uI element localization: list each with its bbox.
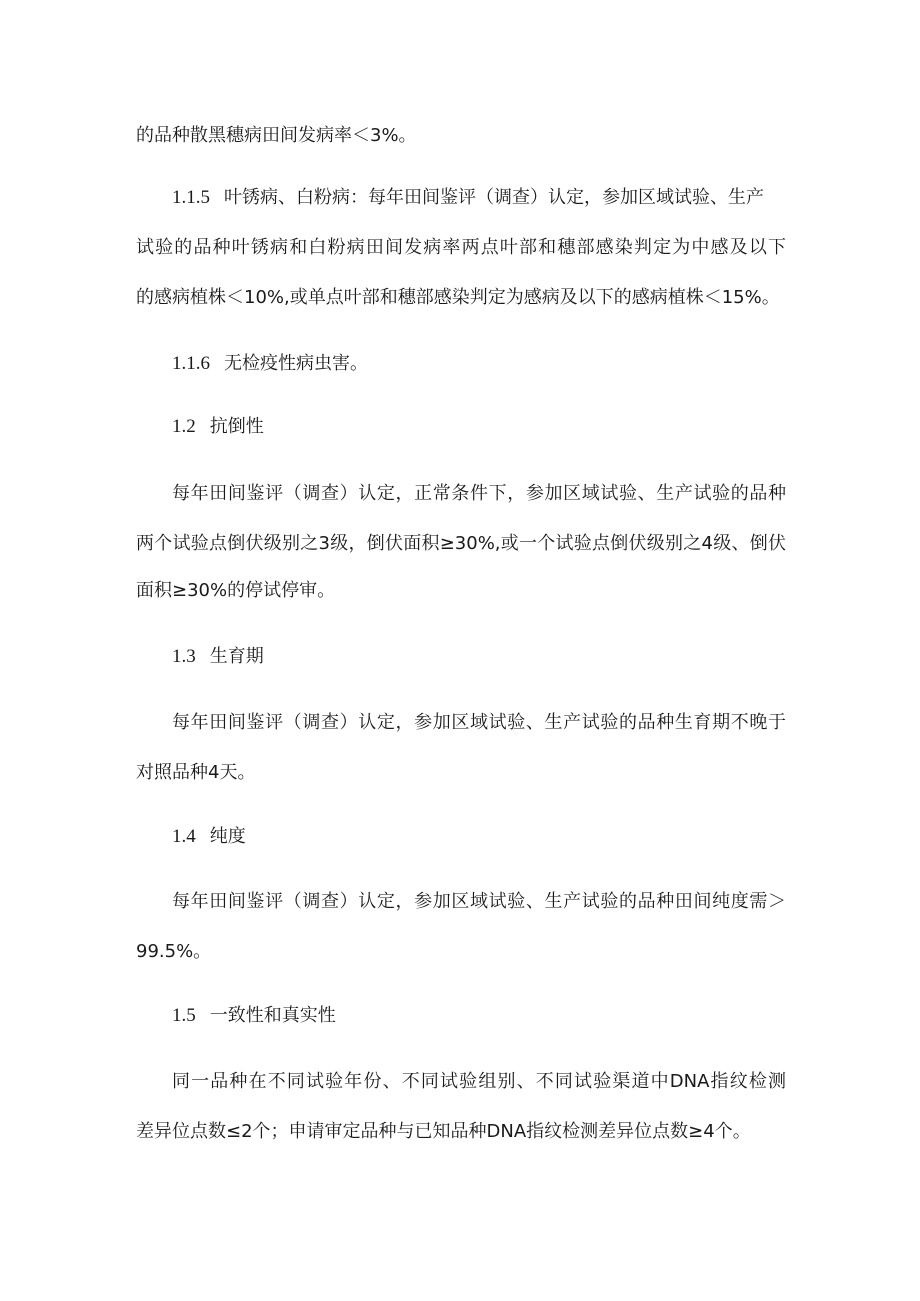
section-1-3-line-1: 每年田间鉴评（调查）认定，参加区域试验、生产试验的品种生育期不晚于 [172,712,786,733]
section-title: 生育期 [209,646,264,667]
section-number: 1.3 [172,646,196,667]
section-1-4-line-2: 99.5%。 [136,941,212,962]
section-1-5-heading [172,1004,786,1028]
section-title: 纯度 [209,826,246,847]
section-1-5-line-2: 差异位点数≤2个；申请审定品种与已知品种DNA指纹检测差异位点数≥4个。 [136,1121,751,1142]
section-1-3-heading [172,645,786,669]
section-1-2-line-1: 每年田间鉴评（调查）认定，正常条件下，参加区域试验、生产试验的品种 [172,483,786,504]
section-number: 1.1.5 [172,187,210,208]
section-1-3-line-2: 对照品种4天。 [136,762,256,783]
section-text: 无检疫性病虫害。 [224,353,368,374]
section-1-1-5-line-1 [172,186,786,210]
section-1-2-line-3: 面积≥30%的停试停审。 [136,580,336,601]
paragraph-1-1-4-tail: 的品种散黑穗病田间发病率＜3%。 [136,125,417,146]
section-number: 1.2 [172,416,196,437]
section-text: 叶锈病、白粉病：每年田间鉴评（调查）认定，参加区域试验、生产 [224,187,764,208]
section-title: 一致性和真实性 [209,1005,336,1026]
section-1-5-line-1: 同一品种在不同试验年份、不同试验组别、不同试验渠道中DNA指纹检测 [172,1071,786,1092]
section-number: 1.4 [172,826,196,847]
section-1-1-5-line-2: 试验的品种叶锈病和白粉病田间发病率两点叶部和穗部感染判定为中感及以下 [136,237,786,258]
section-number: 1.5 [172,1005,196,1026]
section-number: 1.1.6 [172,353,210,374]
section-1-2-heading [172,415,786,439]
section-title: 抗倒性 [209,416,264,437]
section-1-2-line-2: 两个试验点倒伏级别之3级，倒伏面积≥30%,或一个试验点倒伏级别之4级、倒伏 [136,533,786,554]
section-1-4-heading [172,825,786,849]
section-1-4-line-1: 每年田间鉴评（调查）认定，参加区域试验、生产试验的品种田间纯度需＞ [172,891,786,912]
section-1-1-5-line-3: 的感病植株＜10%,或单点叶部和穗部感染判定为感病及以下的感病植株＜15%。 [136,287,780,308]
section-1-1-6 [172,352,786,376]
